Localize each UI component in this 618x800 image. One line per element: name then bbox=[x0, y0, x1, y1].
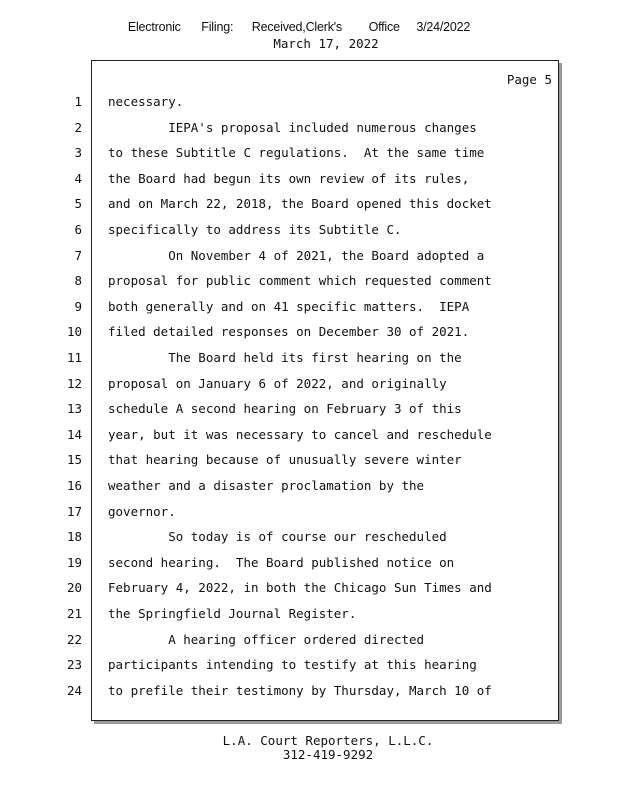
line-number: 21 bbox=[66, 606, 82, 621]
transcript-line bbox=[0, 120, 618, 146]
line-number: 13 bbox=[66, 401, 82, 417]
stamp-office: Office bbox=[368, 20, 400, 34]
transcript-line bbox=[0, 145, 618, 171]
line-text: The Board held its first hearing on the bbox=[108, 350, 462, 365]
line-number: 15 bbox=[66, 452, 82, 468]
line-number: 11 bbox=[66, 350, 82, 365]
line-text: specifically to address its Subtitle C. bbox=[108, 222, 402, 237]
line-number: 5 bbox=[74, 196, 82, 212]
line-text: the Board had begun its own review of its rules, bbox=[108, 170, 470, 186]
transcript-line bbox=[0, 273, 618, 299]
line-number: 20 bbox=[66, 580, 82, 596]
line-text: year, but it was necessary to cancel and reschedule bbox=[108, 426, 492, 442]
transcript-line bbox=[0, 504, 618, 530]
line-text: necessary. bbox=[108, 94, 184, 109]
line-number: 1 bbox=[74, 94, 82, 109]
line-number: 19 bbox=[66, 554, 82, 570]
stamp-electronic: Electronic bbox=[127, 20, 181, 34]
transcript-line bbox=[0, 529, 618, 555]
line-number: 9 bbox=[74, 298, 82, 314]
line-text: proposal for public comment which requested comment bbox=[108, 273, 492, 289]
line-text: A hearing officer ordered directed bbox=[108, 631, 425, 647]
line-text: governor. bbox=[108, 503, 176, 519]
transcript-line bbox=[0, 427, 618, 453]
line-text: that hearing because of unusually severe winter bbox=[108, 452, 462, 468]
transcript-line bbox=[0, 657, 618, 683]
stamp-date: 3/24/2022 bbox=[416, 20, 471, 34]
transcript-line bbox=[0, 94, 618, 120]
line-number: 17 bbox=[66, 503, 82, 519]
transcript-line bbox=[0, 376, 618, 402]
line-text: On November 4 of 2021, the Board adopted a bbox=[108, 247, 485, 263]
transcript-date: March 17, 2022 bbox=[273, 36, 379, 51]
transcript-line bbox=[0, 606, 618, 632]
transcript-line bbox=[0, 196, 618, 222]
line-text: So today is of course our rescheduled bbox=[108, 529, 447, 545]
stamp-filing: Filing: bbox=[201, 20, 234, 34]
line-number: 22 bbox=[66, 631, 82, 647]
line-text: and on March 22, 2018, the Board opened this docket bbox=[108, 196, 492, 212]
line-text: weather and a disaster proclamation by the bbox=[108, 478, 425, 493]
line-number: 8 bbox=[74, 273, 82, 289]
line-text: participants intending to testify at this hearing bbox=[108, 657, 477, 673]
transcript-line bbox=[0, 452, 618, 478]
transcript-line bbox=[0, 478, 618, 504]
transcript-line bbox=[0, 580, 618, 606]
line-text: filed detailed responses on December 30 of 2021. bbox=[108, 324, 470, 340]
transcript-line bbox=[0, 324, 618, 350]
footer-phone: 312-419-9292 bbox=[282, 747, 374, 762]
footer-company: L.A. Court Reporters, L.L.C. bbox=[222, 733, 434, 748]
transcript-line bbox=[0, 222, 618, 248]
transcript-line bbox=[0, 683, 618, 709]
transcript-line bbox=[0, 248, 618, 274]
line-text: second hearing. The Board published notice on bbox=[108, 554, 455, 570]
line-number: 7 bbox=[74, 247, 82, 263]
transcript-line bbox=[0, 555, 618, 581]
line-number: 14 bbox=[66, 426, 82, 442]
line-text: to these Subtitle C regulations. At the same time bbox=[108, 145, 485, 161]
line-text: schedule A second hearing on February 3 of this bbox=[108, 401, 462, 417]
transcript-line bbox=[0, 632, 618, 658]
line-number: 12 bbox=[66, 375, 82, 391]
line-number: 18 bbox=[66, 529, 82, 545]
line-number: 16 bbox=[66, 478, 82, 493]
line-text: the Springfield Journal Register. bbox=[108, 606, 357, 621]
transcript-line bbox=[0, 350, 618, 376]
footer bbox=[0, 734, 618, 762]
line-text: IEPA's proposal included numerous changes bbox=[108, 119, 477, 135]
transcript-line bbox=[0, 299, 618, 325]
line-text: February 4, 2022, in both the Chicago Sun Times and bbox=[108, 580, 492, 596]
line-text: proposal on January 6 of 2022, and originally bbox=[108, 375, 447, 391]
stamp-received: Received,Clerk's bbox=[251, 20, 342, 34]
line-text: to prefile their testimony by Thursday, March 10 of bbox=[108, 682, 492, 698]
line-number: 2 bbox=[74, 119, 82, 135]
line-text: both generally and on 41 specific matters. IEPA bbox=[108, 298, 470, 314]
filing-stamp bbox=[0, 20, 598, 34]
line-number: 6 bbox=[74, 222, 82, 237]
line-number: 3 bbox=[74, 145, 82, 161]
line-number: 24 bbox=[66, 682, 82, 698]
line-number: 10 bbox=[66, 324, 82, 340]
transcript-line bbox=[0, 171, 618, 197]
line-number: 4 bbox=[74, 170, 82, 186]
line-number: 23 bbox=[66, 657, 82, 673]
page-number: Page 5 bbox=[506, 72, 552, 87]
transcript-line bbox=[0, 401, 618, 427]
